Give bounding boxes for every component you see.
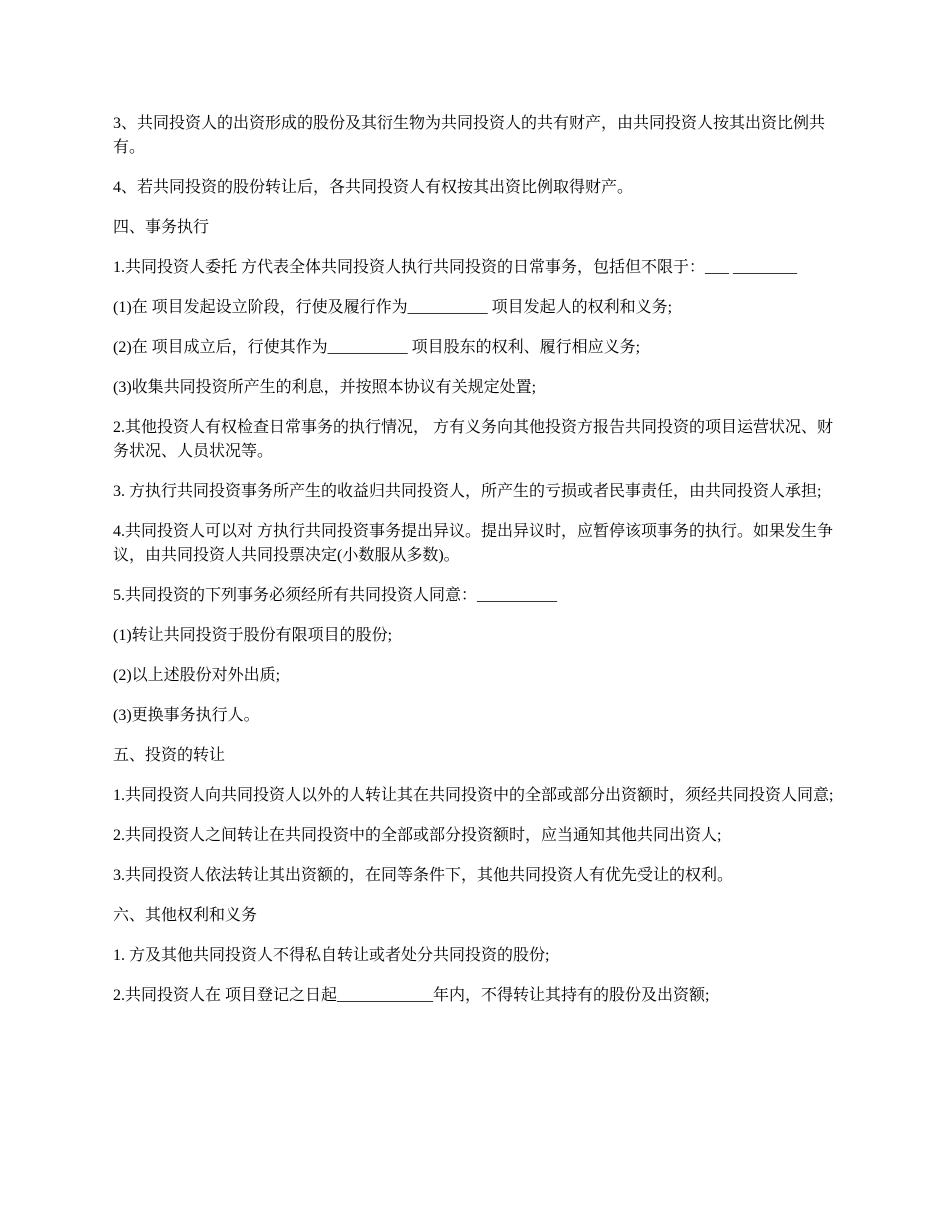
paragraph-item-3-replace-executor: (3)更换事务执行人。 <box>113 707 260 724</box>
paragraph-item-2-pledge: (2)以上述股份对外出质; <box>113 667 281 684</box>
paragraph-clause-4-share-transfer: 4、若共同投资的股份转让后，各共同投资人有权按其出资比例取得财产。 <box>113 179 634 196</box>
paragraph-objection: 4.共同投资人可以对 方执行共同投资事务提出异议。提出异议时，应暂停该项事务的执行。如果发生争议，由共同投资人共同投票决定(小数服从多数)。 <box>113 523 834 564</box>
paragraph-clause-3-joint-property: 3、共同投资人的出资形成的股份及其衍生物为共同投资人的共有财产，由共同投资人按其出资比例共有。 <box>113 115 826 156</box>
paragraph-transfer-between-investors: 2.共同投资人之间转让在共同投资中的全部或部分投资额时，应当通知其他共同出资人; <box>113 827 722 844</box>
paragraph-profit-and-loss: 3. 方执行共同投资事务所产生的收益归共同投资人，所产生的亏损或者民事责任，由共同投资人承担; <box>113 483 822 500</box>
paragraph-item-1-founding-stage: (1)在 项目发起设立阶段，行使及履行作为__________ 项目发起人的权利和义务; <box>113 299 673 316</box>
document-body <box>113 112 840 1024</box>
paragraph-item-2-after-establishment: (2)在 项目成立后，行使其作为__________ 项目股东的权利、履行相应义务; <box>113 339 641 356</box>
paragraph-preemptive-right: 3.共同投资人依法转让其出资额的，在同等条件下，其他共同投资人有优先受让的权利。 <box>113 867 734 884</box>
paragraph-no-private-transfer: 1. 方及其他共同投资人不得私自转让或者处分共同投资的股份; <box>113 947 550 964</box>
paragraph-item-1-transfer-shares: (1)转让共同投资于股份有限项目的股份; <box>113 627 393 644</box>
paragraph-entrust-daily-affairs: 1.共同投资人委托 方代表全体共同投资人执行共同投资的日常事务，包括但不限于：___ ________ <box>113 259 798 276</box>
paragraph-item-3-collect-interest: (3)收集共同投资所产生的利息，并按照本协议有关规定处置; <box>113 379 537 396</box>
section-heading-other-rights: 六、其他权利和义务 <box>113 907 258 924</box>
paragraph-lockup-period: 2.共同投资人在 项目登记之日起____________年内，不得转让其持有的股份及出资额; <box>113 987 710 1004</box>
section-heading-affairs-execution: 四、事务执行 <box>113 219 210 236</box>
paragraph-unanimous-consent: 5.共同投资的下列事务必须经所有共同投资人同意：__________ <box>113 587 558 604</box>
paragraph-transfer-to-outsiders: 1.共同投资人向共同投资人以外的人转让其在共同投资中的全部或部分出资额时，须经共同投资人同意; <box>113 787 834 804</box>
paragraph-inspection-right: 2.其他投资人有权检查日常事务的执行情况， 方有义务向其他投资方报告共同投资的项目运营状况、财务状况、人员状况等。 <box>113 419 834 460</box>
section-heading-investment-transfer: 五、投资的转让 <box>113 747 226 764</box>
